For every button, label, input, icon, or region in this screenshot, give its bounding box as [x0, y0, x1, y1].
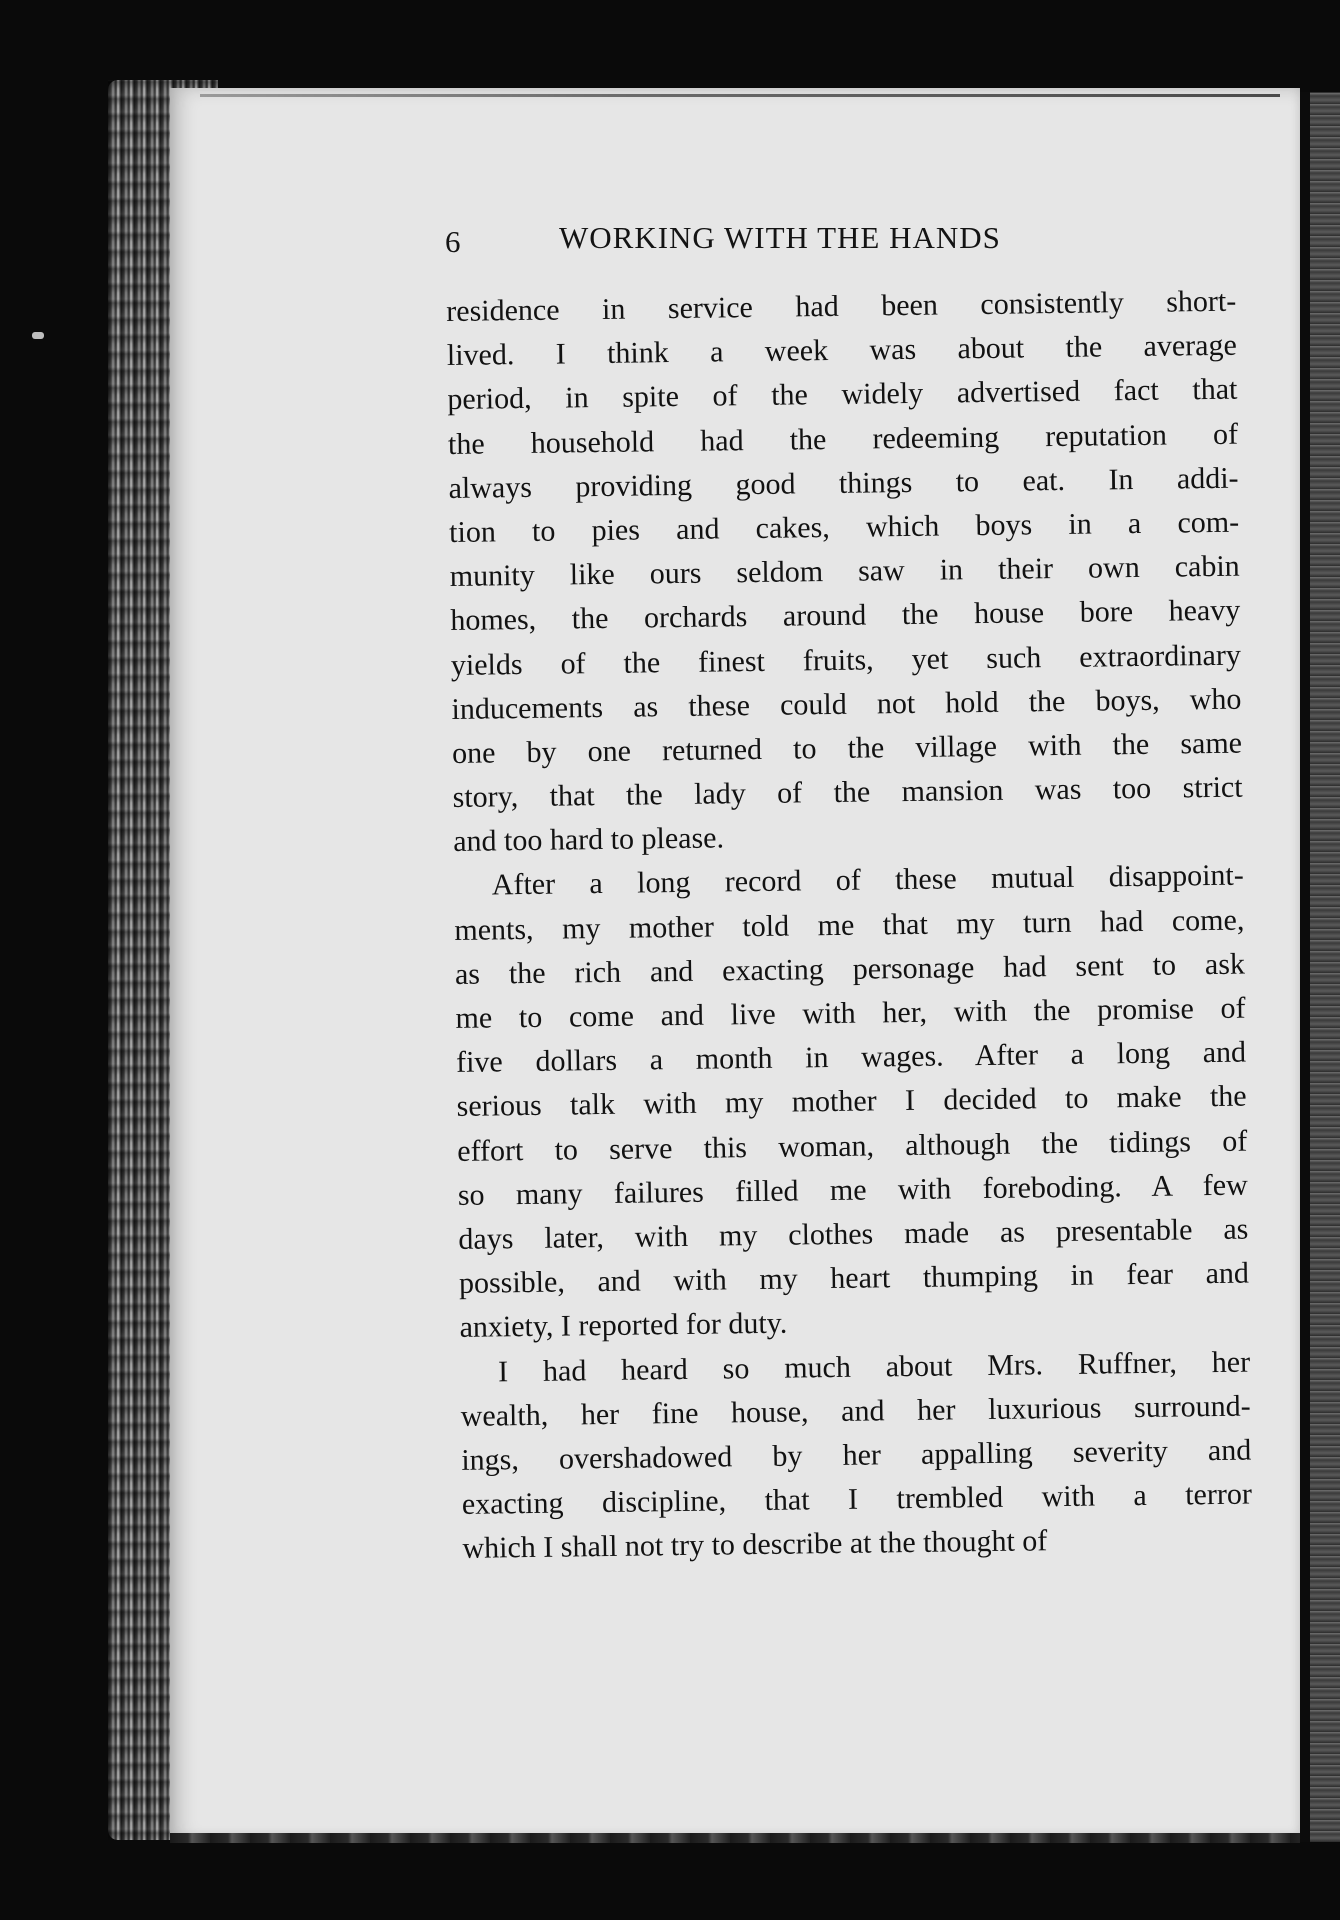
text-line: exacting discipline, that I trembled with a terror: [461, 1477, 1253, 1521]
page-number: 6: [445, 224, 461, 259]
text-line: five dollars a month in wages. After a long and: [455, 1035, 1247, 1080]
scan-speck: [32, 332, 44, 339]
text-line: period, in spite of the widely advertised fact that: [447, 373, 1238, 417]
text-line: I had heard so much about Mrs. Ruffner, her: [497, 1345, 1251, 1388]
next-page-edge: [1310, 92, 1340, 1842]
text-line: me to come and live with her, with the promise of: [455, 991, 1246, 1035]
text-line: yields of the finest fruits, yet such extraordinary: [450, 638, 1242, 682]
text-line: which I shall not try to describe at the thought of: [462, 1524, 1048, 1566]
running-title: WORKING WITH THE HANDS: [559, 220, 1001, 255]
text-line: munity like ours seldom saw in their own cabin: [449, 549, 1240, 594]
text-line: possible, and with my heart thumping in fear and: [458, 1256, 1250, 1301]
text-line: lived. I think a week was about the average: [446, 328, 1238, 373]
text-line: serious talk with my mother I decided to make the: [456, 1079, 1247, 1124]
text-line: ments, my mother told me that my turn had come,: [454, 903, 1245, 947]
text-line: homes, the orchards around the house bore heavy: [450, 593, 1241, 638]
text-line: as the rich and exacting personage had sent to ask: [454, 947, 1246, 991]
text-line: always providing good things to eat. In addi-: [448, 461, 1239, 505]
text-line: one by one returned to the village with the same: [451, 726, 1243, 770]
text-line: inducements as these could not hold the boys, who: [451, 682, 1242, 726]
text-line: anxiety, I reported for duty.: [459, 1306, 788, 1345]
text-line: effort to serve this woman, although the tidings of: [457, 1124, 1248, 1168]
page-gap: [1300, 92, 1310, 1842]
running-header: [437, 218, 1137, 266]
text-line: days later, with my clothes made as presentable as: [458, 1212, 1249, 1256]
text-line: story, that the lady of the mansion was too strict: [452, 770, 1243, 815]
page-bottom-edge: [170, 1833, 1300, 1843]
text-line: After a long record of these mutual disappoint-: [491, 859, 1244, 902]
text-line: ings, overshadowed by her appalling severity and: [461, 1433, 1252, 1477]
text-line: wealth, her fine house, and her luxurious surround-: [460, 1389, 1251, 1433]
body-text: [446, 280, 1253, 1572]
page-top-edge: [200, 94, 1280, 97]
text-line: so many failures filled me with foreboding. A few: [457, 1168, 1248, 1212]
text-line: the household had the redeeming reputation of: [447, 417, 1239, 461]
text-line: residence in service had been consistently short-: [446, 284, 1237, 328]
text-line: and too hard to please.: [453, 821, 725, 859]
text-line: tion to pies and cakes, which boys in a com-: [448, 505, 1240, 549]
